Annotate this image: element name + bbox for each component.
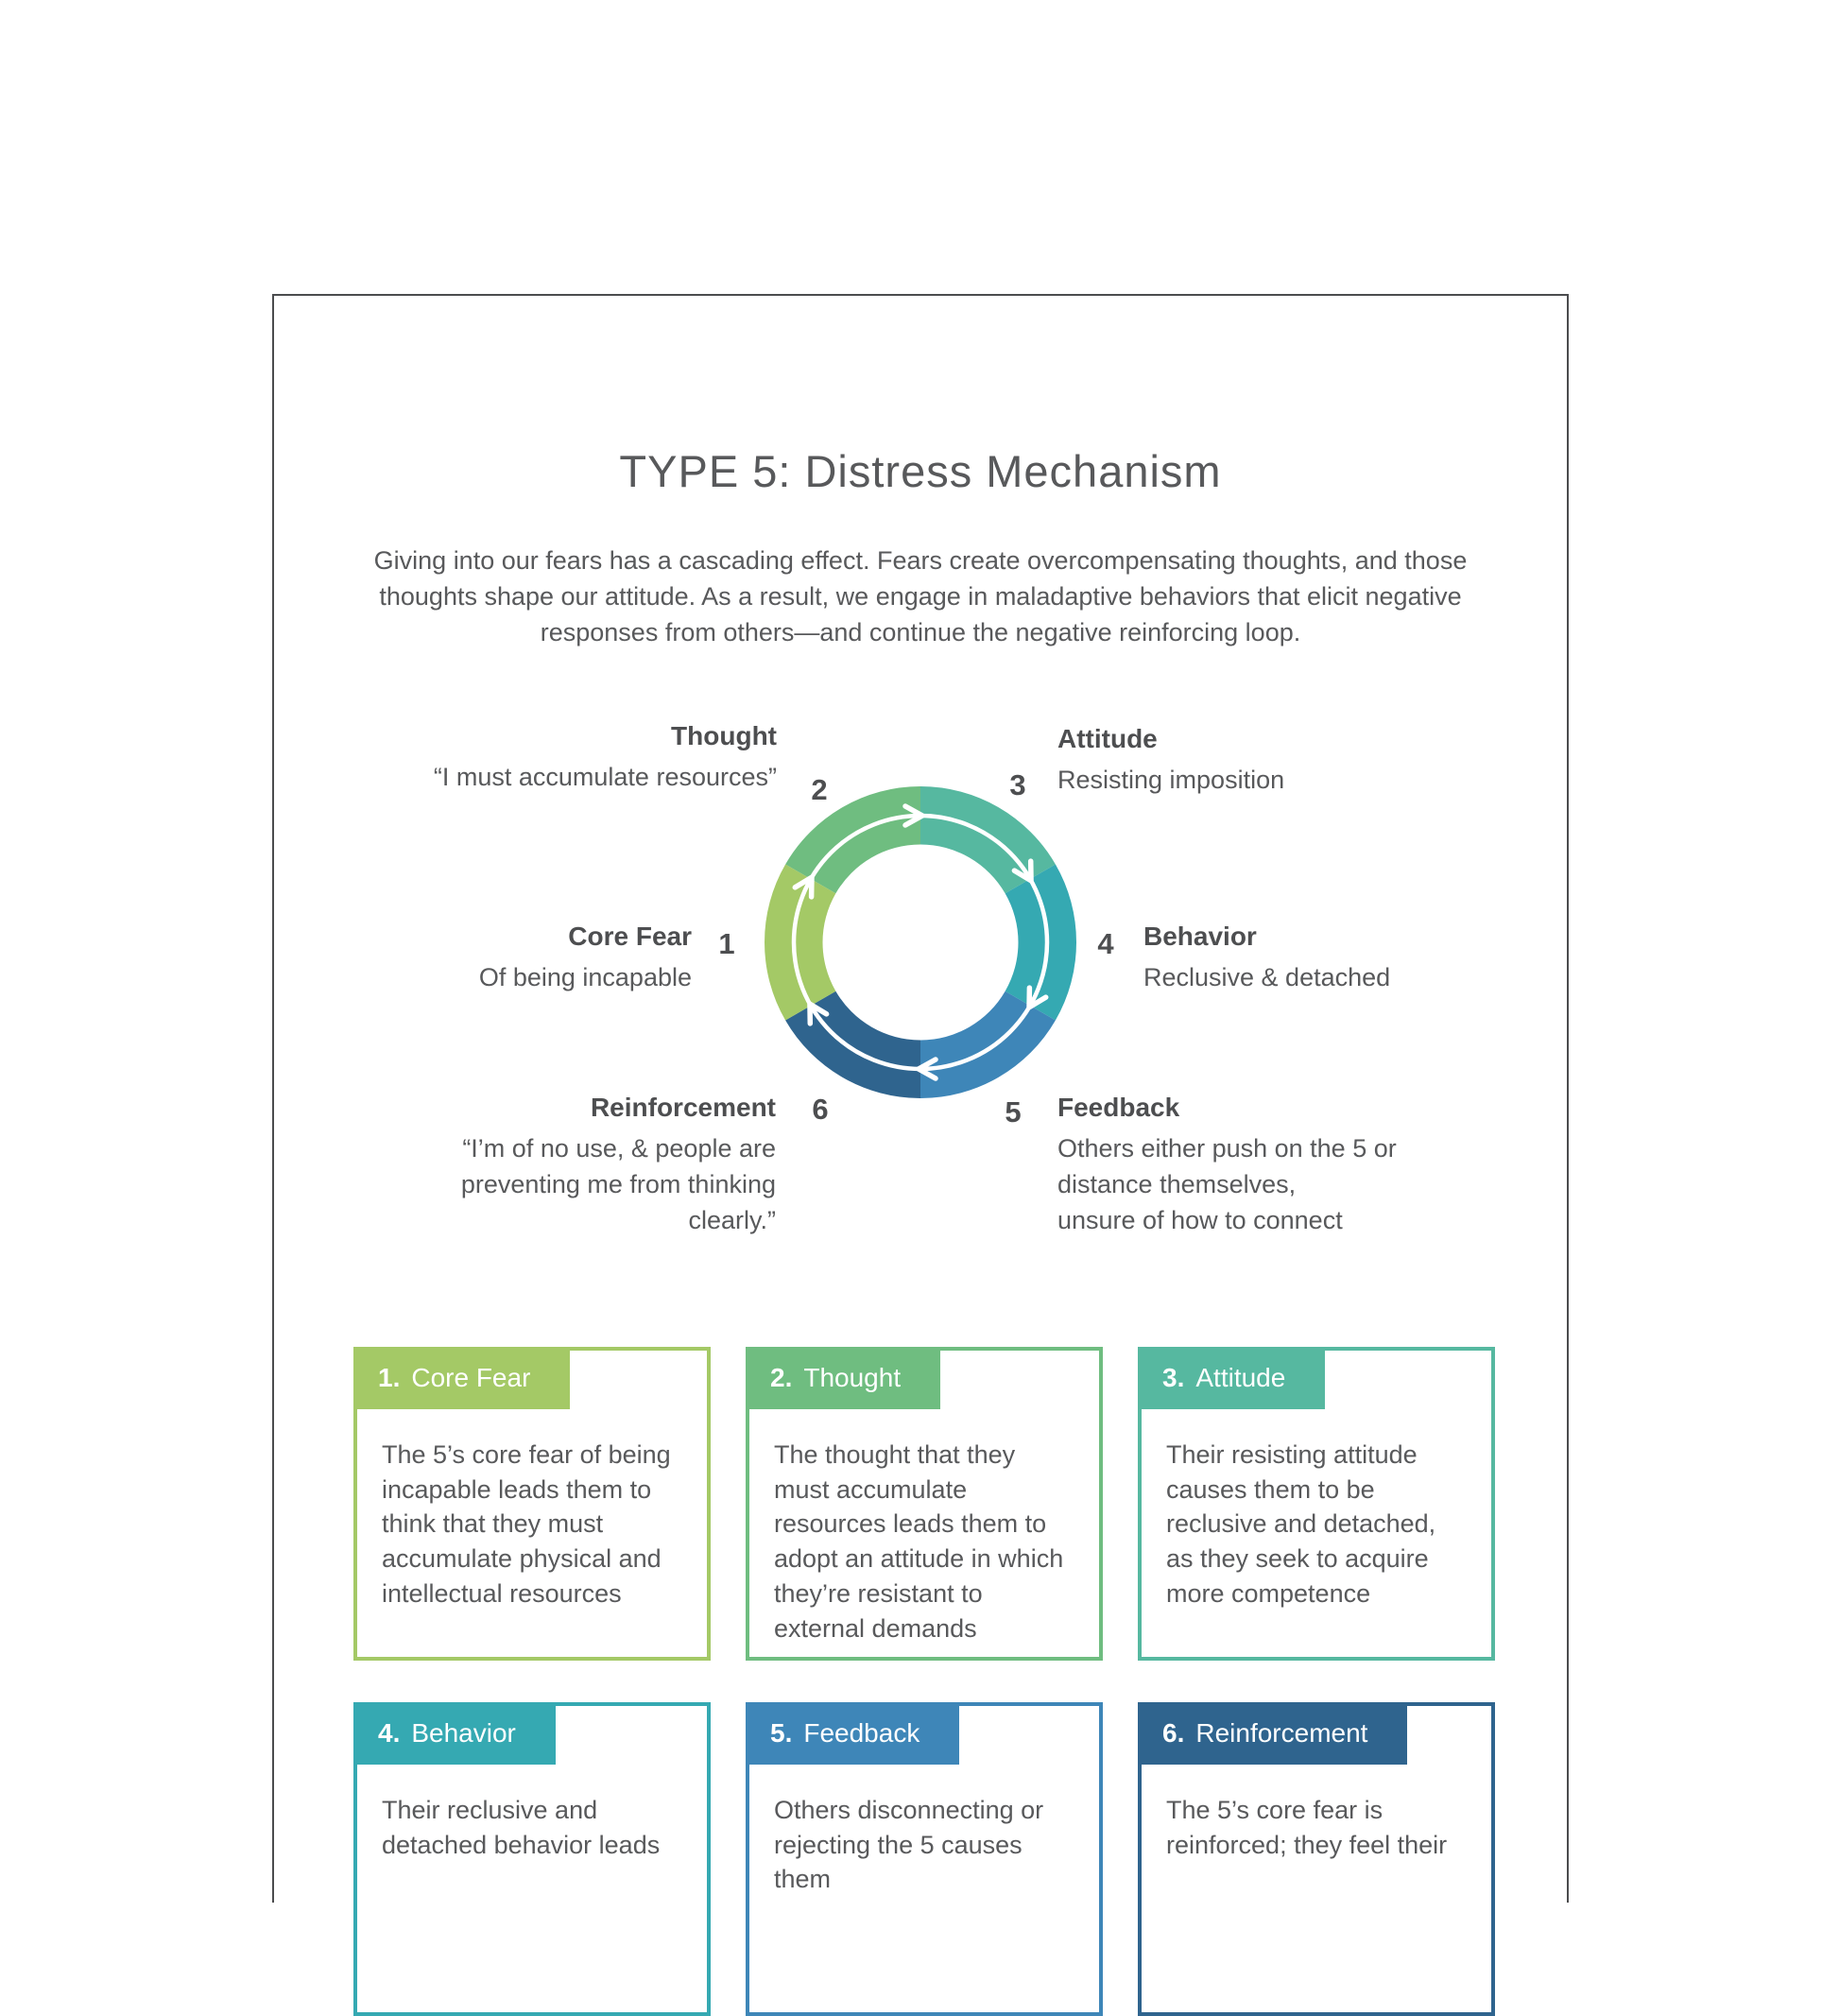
card-feedback [746, 1702, 1103, 2016]
label-feedback-desc: Others either push on the 5 or distance themselves, unsure of how to connect [1057, 1134, 1397, 1234]
card-core-fear [353, 1347, 711, 1661]
label-core-fear-desc: Of being incapable [478, 963, 692, 991]
card-title: Reinforcement [1195, 1718, 1368, 1748]
card-number: 2. [770, 1363, 793, 1392]
card-body: Others disconnecting or rejecting the 5 causes them [774, 1796, 1044, 1894]
card-title: Attitude [1195, 1363, 1286, 1392]
card-body: Their reclusive and detached behavior leads [382, 1796, 661, 1859]
card-body: The 5’s core fear of being incapable leads them to think that they must accumulate physical and intellectual resources [382, 1440, 671, 1608]
card-tab [1138, 1347, 1325, 1409]
label-attitude-desc: Resisting imposition [1057, 766, 1285, 794]
card-number: 4. [378, 1718, 401, 1748]
label-core-fear-title: Core Fear [568, 922, 692, 951]
card-body: Their resisting attitude causes them to be reclusive and detached, as they seek to acquire more competence [1166, 1440, 1436, 1608]
label-attitude [1057, 724, 1284, 799]
card-tab [353, 1347, 570, 1409]
card-attitude [1138, 1347, 1495, 1661]
step-number-5: 5 [1005, 1095, 1022, 1129]
donut-segment-behavior [1005, 865, 1076, 1021]
document-page [272, 294, 1569, 1903]
card-body: The thought that they must accumulate resources leads them to adopt an attitude in which they’re resistant to external demands [774, 1440, 1064, 1643]
label-reinforcement-desc: “I’m of no use, & people are preventing me from thinking clearly.” [460, 1134, 776, 1234]
card-title: Thought [803, 1363, 902, 1392]
card-title: Behavior [411, 1718, 516, 1748]
intro-text: Giving into our fears has a cascading effect. Fears create overcompensating thoughts, and those thoughts shape our attitude. As a result, we engage in maladaptive behaviors that elicit negative responses from others—and continue the negative reinforcing loop. [373, 546, 1468, 646]
step-number-4: 4 [1097, 927, 1114, 960]
label-thought [434, 721, 777, 796]
label-thought-title: Thought [671, 721, 777, 750]
card-behavior [353, 1702, 711, 2016]
label-core-fear [479, 922, 692, 996]
label-feedback [1057, 1093, 1397, 1238]
card-tab [1138, 1702, 1407, 1765]
card-tab [746, 1702, 959, 1765]
label-behavior-desc: Reclusive & detached [1143, 963, 1391, 991]
label-behavior-title: Behavior [1143, 922, 1257, 951]
cycle-arrow-circle [794, 816, 1047, 1069]
card-title: Core Fear [411, 1363, 531, 1392]
label-feedback-title: Feedback [1057, 1093, 1180, 1122]
label-thought-desc: “I must accumulate resources” [433, 763, 777, 791]
label-reinforcement [461, 1093, 776, 1238]
card-number: 5. [770, 1718, 793, 1748]
step-number-6: 6 [812, 1093, 829, 1126]
label-behavior [1143, 922, 1390, 996]
card-number: 3. [1162, 1363, 1185, 1392]
card-thought [746, 1347, 1103, 1661]
card-title: Feedback [803, 1718, 920, 1748]
label-attitude-title: Attitude [1057, 724, 1158, 753]
step-number-1: 1 [718, 927, 735, 960]
step-number-3: 3 [1009, 768, 1026, 801]
donut-chart [731, 753, 1109, 1131]
card-reinforcement [1138, 1702, 1495, 2016]
step-number-2: 2 [811, 773, 828, 806]
donut-segment-core-fear [765, 865, 835, 1021]
card-number: 1. [378, 1363, 401, 1392]
card-number: 6. [1162, 1718, 1185, 1748]
page-title: TYPE 5: Distress Mechanism [619, 446, 1222, 496]
label-reinforcement-title: Reinforcement [590, 1093, 776, 1122]
card-tab [746, 1347, 940, 1409]
card-body: The 5’s core fear is reinforced; they feel their [1166, 1796, 1448, 1859]
cycle-diagram [274, 296, 1567, 1903]
card-tab [353, 1702, 556, 1765]
